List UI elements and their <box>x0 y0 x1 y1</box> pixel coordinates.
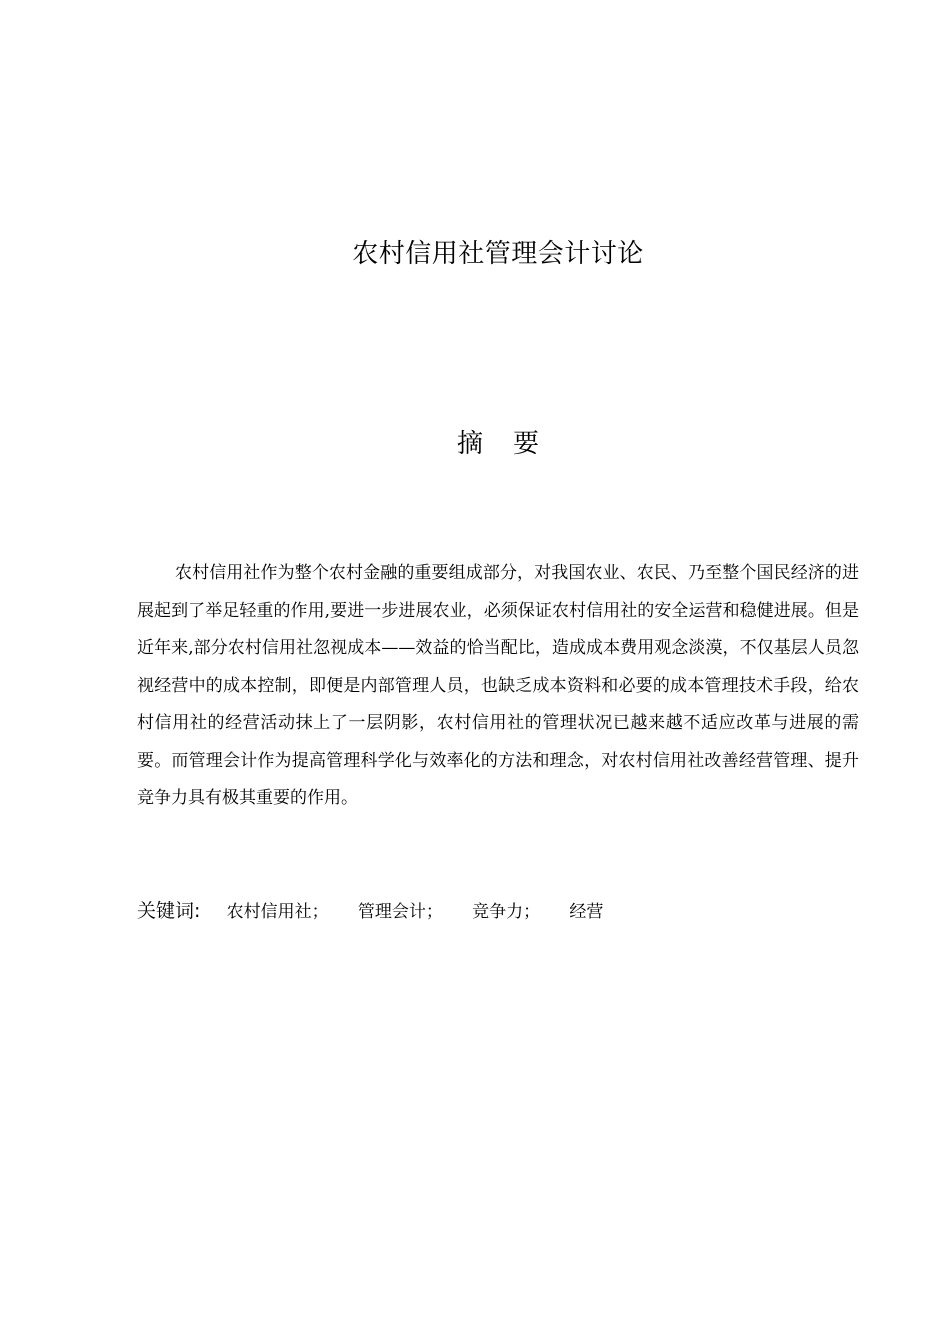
keyword-separator: ； <box>425 902 443 922</box>
keyword-separator: ； <box>523 902 541 922</box>
keyword-item: 经营 <box>569 902 604 922</box>
keyword-item: 农村信用社 <box>226 902 312 922</box>
keyword-separator: ； <box>311 902 329 922</box>
keyword-item: 管理会计 <box>357 902 426 922</box>
abstract-paragraph: 农村信用社作为整个农村金融的重要组成部分，对我国农业、农民、乃至整个国民经济的进展起到了举足轻重的作用,要进一步进展农业，必须保证农村信用社的安全运营和稳健进展。但是近年来,部分农村信用社忽视成本——效益的恰当配比，造成成本费用观念淡漠，不仅基层人员忽视经营中的成本控制，即便是内部管理人员，也缺乏成本资料和必要的成本管理技术手段，给农村信用社的经营活动抹上了一层阴影，农村信用社的管理状况已越来越不适应改革与进展的需要。而管理会计作为提高管理科学化与效率化的方法和理念，对农村信用社改善经营管理、提升竞争力具有极其重要的作用。 <box>137 563 859 808</box>
keyword-item: 竞争力 <box>472 902 524 922</box>
abstract-heading: 摘要 <box>456 429 569 459</box>
keywords-label: 关键词: <box>137 900 201 922</box>
keywords-line <box>137 895 859 928</box>
document-title: 农村信用社管理会计讨论 <box>352 239 644 269</box>
